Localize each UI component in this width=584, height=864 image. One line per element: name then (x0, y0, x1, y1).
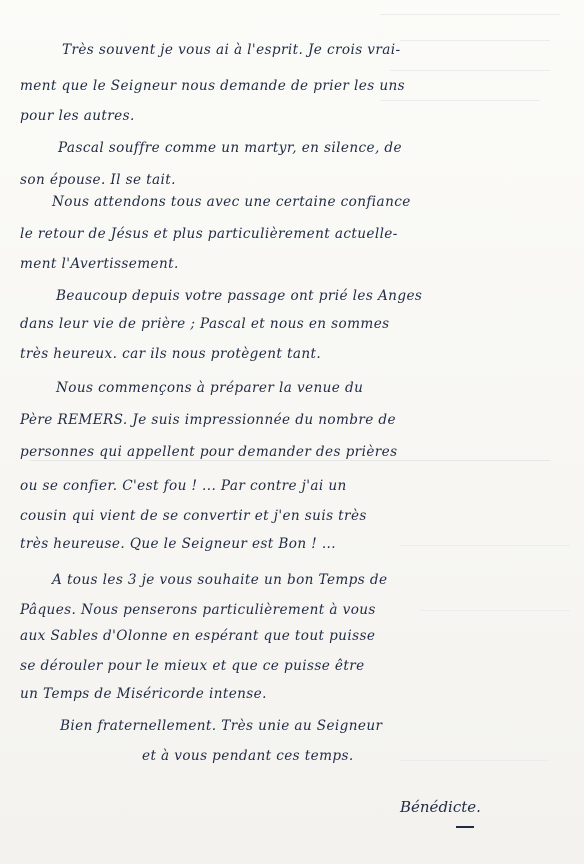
letter-line: et à vous pendant ces temps. (142, 748, 354, 764)
fold-crease (30, 460, 550, 461)
letter-line: le retour de Jésus et plus particulièrement actuelle- (20, 226, 398, 242)
letter-line: Bien fraternellement. Très unie au Seigneur (60, 718, 383, 734)
letter-line: dans leur vie de prière ; Pascal et nous en sommes (20, 316, 390, 332)
letter-line: son épouse. Il se tait. (20, 172, 176, 188)
letter-line: aux Sables d'Olonne en espérant que tout puisse (20, 628, 376, 644)
letter-line: A tous les 3 je vous souhaite un bon Temps de (52, 572, 388, 588)
letter-line: personnes qui appellent pour demander des prières (20, 444, 398, 460)
letter-line: Nous attendons tous avec une certaine confiance (52, 194, 411, 210)
letter-line: Nous commençons à préparer la venue du (56, 380, 364, 396)
letter-line: un Temps de Miséricorde intense. (20, 686, 267, 702)
bleed-through-mark (420, 610, 570, 611)
signature-underline (456, 826, 474, 828)
letter-line: cousin qui vient de se convertir et j'en suis très (20, 508, 367, 524)
bleed-through-mark (400, 545, 570, 546)
letter-line: se dérouler pour le mieux et que ce puisse être (20, 658, 365, 674)
letter-line: ment l'Avertissement. (20, 256, 179, 272)
letter-line: Pâques. Nous penserons particulièrement à vous (20, 602, 376, 618)
letter-line: très heureux. car ils nous protègent tant. (20, 346, 322, 362)
bleed-through-mark (380, 100, 540, 101)
bleed-through-mark (380, 14, 560, 15)
letter-line: Beaucoup depuis votre passage ont prié les Anges (56, 288, 423, 304)
letter-line: Très souvent je vous ai à l'esprit. Je crois vrai- (62, 42, 401, 58)
signature: Bénédicte. (400, 798, 481, 816)
bleed-through-mark (390, 70, 550, 71)
bleed-through-mark (400, 760, 550, 761)
letter-line: Pascal souffre comme un martyr, en silence, de (58, 140, 402, 156)
letter-line: ou se confier. C'est fou ! ... Par contre j'ai un (20, 478, 347, 494)
letter-line: pour les autres. (20, 108, 135, 124)
letter-line: très heureuse. Que le Seigneur est Bon ! ... (20, 536, 336, 552)
bleed-through-mark (400, 40, 550, 41)
letter-line: Père REMERS. Je suis impressionnée du nombre de (20, 412, 396, 428)
letter-line: ment que le Seigneur nous demande de prier les uns (20, 78, 405, 94)
